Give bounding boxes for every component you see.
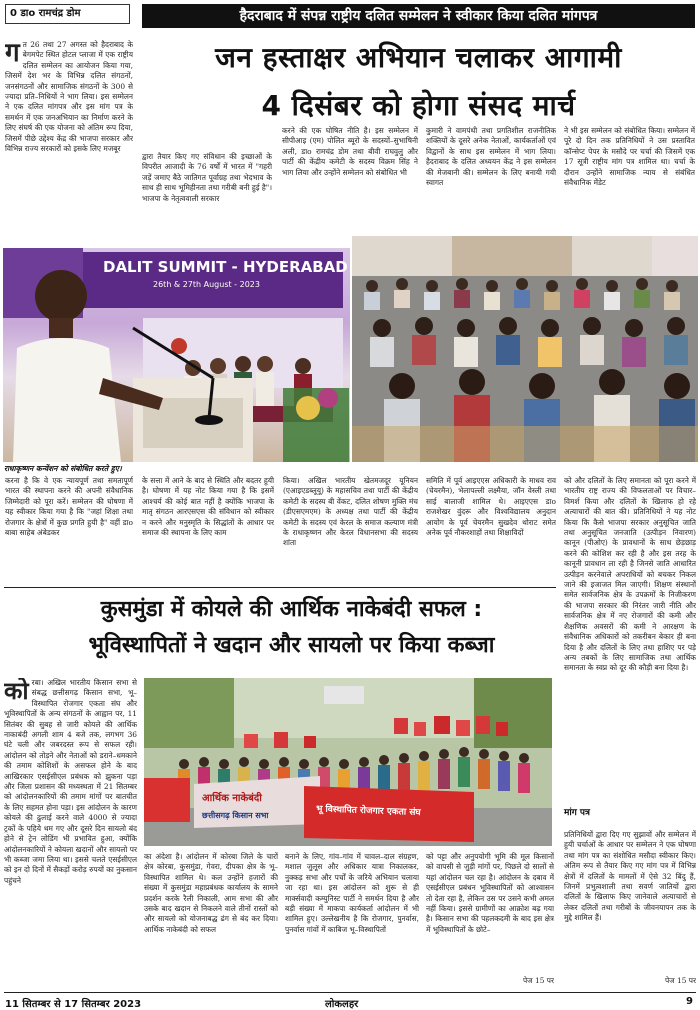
- footer-date: 11 सितम्बर से 17 सितम्बर 2023: [5, 999, 142, 1010]
- story1-column-4-bottom: समिति में पूर्व आइएएस अधिकारी के माधव राव (चेयरमैन), भेलापल्ली लक्ष्मैया, जॉन वेस्ली तथा साई बालाजी शामिल थे। आइएएस डाo राजशेखर वुंदरू और विश्वविद्यालय अनुदान आयोग के पूर्व चेयरमैन सुखदेव थोराट समेत अनेक पूर्व नौकरशाहों तथा शिक्षाविदों: [426, 476, 556, 538]
- photo-caption: राधाकृष्णन कन्वेंशन को संबोधित करते हुए।: [4, 464, 122, 473]
- story2-dropcap: को: [4, 678, 29, 705]
- march-banner-text: आर्थिक नाकेबंदी: [202, 793, 262, 804]
- story1-column-5-top: ने भी इस सम्मेलन को संबोधित किया। सम्मेलन में पूरे दो दिन तक प्रतिनिधियों ने उस प्रस्तावित कॉन्सेप्ट पेपर के मसौदे पर चर्चा की जिसमें एक 17 सूत्री राष्ट्रीय मांग पत्र शामिल था। चर्चा के दौरान उन्होंने सामाजिक न्याय से संबंधित संवैधानिक मेंडेट: [564, 126, 695, 188]
- summit-speaker-photo: [3, 248, 350, 462]
- story1-column-1-top: गत 26 तथा 27 अगस्त को हैदराबाद के बेगमपेट स्थित होटल प्लाजा में एक राष्ट्रीय दलित सम्मेलन का आयोजन किया गया, जिसमें देश भर के विभिन्न दलित संगठनों, जनसंगठनों और सामाजिक संगठनों के 300 से ज्यादा प्रति–निधियों ने भाग लिया। इस सम्मेलन ने एक दलित मांगपत्र और इस मांग पत्र के समर्थन में एक जनअभियान का निर्माण करने के लिए संघर्ष की एक योजना को अंतिम रूप दिया, जिसमें पीछे उद्देश्य केंद्र की भाजपा सरकार और विभिन्न राज्य सरकारों को इसके लिए मजबूर: [5, 40, 133, 154]
- footer-newspaper-name: लोकलहर: [325, 999, 359, 1010]
- main-headline: [140, 34, 697, 130]
- story1-column-5-continued: को और दलितों के लिए समानता को पूरा करने में भारतीय राष्ट्र राज्य की विफलताओं पर विचार–विमर्श किया और दलितों के खिलाफ हो रहे अत्याचारों की बात की। प्रतिनिधियों ने यह नोट किया कि कैसे भाजपा सरकार अनुसूचित जाति तथा अनुसूचित जनजाति (उत्पीड़न निवारण) कानून (पीओए) के प्रावधानों के साथ छेड़छाड़ करने की कोशिश कर रही है और इस तरह के कानूनी प्रावधान ला रही है जिनसे जाति आधारित उत्पीड़न करनेवाले अपराधियों को बचकर निकल जाने की इजाजत मिल जाएगी। शिक्षण संस्थानों समेत सार्वजनिक क्षेत्र के उपक्रमों के निजीकरण की भाजपा सरकार की निरंतर जारी नीति और सार्वजनिक क्षेत्र में नए रोजगारों की कमी और शैक्षणिक अवसरों की कमी ने आरक्षण के संवैधानिक अधिकारों को तकरीबन बेकार ही बना दिया है और दलितों के लिए तथा हाशिए पर पड़े अन्य तबकों के लिए सामाजिक तथा आर्थिक समानता के स्वप्न को दूर की कौड़ी बना दिया है।: [564, 476, 696, 673]
- story2-column-3: बनाने के लिए, गांव–गांव में चावल–दाल संग्रहण, मशाल जुलूस और अधिकार यात्रा निकालकर, नुक्कड़ सभा और पर्चों के जरिये अभियान चलाया जा रहा था। इस आंदोलन को शुरू से ही मार्क्सवादी कम्युनिस्ट पार्टी ने समर्थन दिया है और बड़ी संख्या में माकपा कार्यकर्ता आंदोलन में भी शामिल हुए। उल्लेखनीय है कि रोजगार, पुनर्वास, पुनर्वास गांवों में काबिज भू–विस्थापितों: [285, 852, 419, 934]
- story2-headline-line2: भूविस्थापितों ने खदान और सायलो पर किया कब्जा: [88, 633, 495, 658]
- footer-page-number: 9: [686, 996, 693, 1007]
- main-headline-line2: 4 दिसंबर को होगा संसद मार्च: [261, 89, 576, 122]
- summit-audience-photo: [352, 236, 698, 462]
- protest-march-photo: [144, 678, 552, 846]
- summit-banner-date: 26th & 27th August - 2023: [153, 280, 260, 289]
- footer-rule: [4, 992, 696, 993]
- author-byline: 0 डाo रामचंद्र डोम: [5, 4, 130, 24]
- story-divider: [4, 587, 556, 588]
- story1-column-2-bottom: के सत्ता में आने के बाद से स्थिति और बदतर हुयी है। घोषणा में यह नोट किया गया है कि इसमें आश्चर्य की कोई बात नहीं है क्योंकि भाजपा के मातृ संगठन आरएसएस की संविधान को स्वीकार न करने और मनुस्मृति के सिद्धांतों के आधार पर समाज की स्थापना के लिए काम: [142, 476, 274, 538]
- demand-charter-subhead: मांग पत्र: [564, 808, 590, 818]
- story1-continued-note: पेज 15 पर: [664, 976, 696, 985]
- story2-headline-line1: कुसमुंडा में कोयले की आर्थिक नाकेबंदी सफल :: [100, 597, 483, 622]
- kicker-headline: हैदराबाद में संपन्न राष्ट्रीय दलित सम्मेलन ने स्वीकार किया दलित मांगपत्र: [142, 4, 695, 28]
- story1-column-3-top: करने की एक घोषित नीति है। इस सम्मेलन में सीपीआइ (एम) पोलित ब्यूरो के सदस्यों–सुभाषिनी अली, डाo रामचंद्र डोम तथा बीवी राघवुलु और पार्टी की केंद्रीय कमेटी के सदस्य विक्रम सिंह ने भाग लिया और उन्होंने सम्मेलन को संबोधित भी: [282, 126, 418, 177]
- main-headline-line1: जन हस्ताक्षर अभियान चलाकर आगामी: [215, 41, 622, 74]
- march-banner-party: छत्तीसगढ़ किसान सभा: [202, 811, 269, 820]
- story1-column-2-top: द्वारा तैयार किए गए संविधान की इच्छाओं के विपरीत आजादी के 76 वर्षों में भारत में "गहरी जड़ें जमाए बैठे जातिगत पूर्वाग्रह तथा भेदभाव के साथ ही साथ भूमिहीनता तथा गरीबी बनी हुई है"। भाजपा के नेतृत्ववाली सरकार: [142, 152, 272, 203]
- story2-column-4: को पट्टा और अनुपयोगी भूमि की मूल किसानों को वापसी से जुड़ी मांगों पर, पिछले दो सालों से यहां आंदोलन चल रहा है। आंदोलन के दबाव में एसईसीएल प्रबंधन भूविस्थापितों को आश्वासन तो देता रहा है, लेकिन उस पर उसने कभी अमल नहीं किया। इससे ग्रामीणों का आक्रोश बढ़ गया है। किसान सभा की पहलकदमी के बाद इस क्षेत्र में भूविस्थापितों के छोटे–: [426, 852, 554, 934]
- summit-banner-title: DALIT SUMMIT - HYDERABAD: [103, 258, 348, 276]
- story2-column-2: का अंदेशा है। आंदोलन में कोरबा जिले के चारों क्षेत्र कोरबा, कुसमुंडा, गेवरा, दीपका क्षेत्र के भू–विस्थापित शामिल थे। कल उन्होंने हजारों की संख्या में कुसमुंडा महाप्रबंधक कार्यालय के सामने प्रदर्शन करके रैली निकाली, आम सभा की और उसके बाद खदान से निकलने वाले तीनों रास्तों को और सायलो को योजनाबद्ध ढंग से बंद कर दिया। आर्थिक नाकेबंदी को सफल: [144, 852, 278, 934]
- story1-column-1-bottom: करना है कि वे एक न्यायपूर्ण तथा समतापूर्ण भारत की स्थापना करने की अपनी संवैधानिक जिम्मेदारी को पूरा करें। सम्मेलन की घोषणा में यह स्वीकार किया गया है कि "जहां शिक्षा तथा रोजगार के क्षेत्रों में कुछ प्रगति हुयी है" वहीं डाo बाबा साहेब अंबेडकर: [5, 476, 133, 538]
- story1-dropcap: ग: [5, 40, 20, 68]
- left-banner-shape: [144, 778, 190, 822]
- story2-column-1: कोरबा। अखिल भारतीय किसान सभा से संबद्ध छत्तीसगढ़ किसान सभा, भू–विस्थापित रोजगार एकता संघ और भूविस्थापितों के अन्य संगठनों के आह्वान पर, 11 सितंबर की सुबह से जारी कोयले की आर्थिक नाकाबंदी अगली शाम 4 बजे तक, लगभग 36 घंटे चली और जबरदस्त रूप से सफल रही। आंदोलन को तोड़ने और नेताओं को डराने–धमकाने की तमाम कोशिशों के असफल होने के बाद आखिरकार एसईसीएल प्रबंधक को झुकना पड़ा और जिला प्रशासन की मध्यस्थता में 21 सितम्बर को आंदोलनकारियों की तमाम मांगों पर बातचीत के लिए सहमत होना पड़ा। इस आंदोलन के कारण कोयले की ढुलाई करने वाले 4000 से ज्यादा ट्रकों के पहिये थम गए और दूसरे दिन सायलो बंद होने से ट्रेन लोडिंग भी प्रभावित हुआ, क्योंकि आंदोलनकारियों ने कोयला खदानों और सायलो पर भी कब्जा जमा लिया था। इससे चलते एसईसीएल को इन दो दिनों में सैकड़ों करोड़ रुपयों का नुकसान पहुंचने: [4, 678, 137, 885]
- story1-column-5-end: प्रतिनिधियों द्वारा दिए गए सुझावों और सम्मेलन में हुयी चर्चाओं के आधार पर सम्मेलन ने एक घोषणा तथा मांग पत्र का संशोधित मसौदा स्वीकार किए। अंतिम रूप से तैयार किए गए मांग पत्र में विभिन्न क्षेत्रों में दलितों के मामलों में ऐसे 32 बिंदु हैं, जिनमें प्रभुत्वशाली तथा सवर्ण जातियों द्वारा दलितों के खिलाफ किए जानेवाले अत्याचारों से लेकर दलितों तथा गरीबों के जीवनयापन तक के मुद्दे शामिल हैं।: [564, 830, 696, 923]
- story1-column-3-bottom: किया। अखिल भारतीय खेतमजदूर यूनियन (एआइएडब्लूयू) के महासचिव तथा पार्टी की केंद्रीय कमेटी के सदस्य बी वेंकट, दलित शोषण मुक्ति मंच (डीएसएमएम) के अध्यक्ष तथा पार्टी की केंद्रीय कमेटी के सदस्य एवं केरल के समाज कल्याण मंत्री के राधाकृष्णन और केरल विधानसभा की सदस्य शांता: [283, 476, 418, 548]
- story1-column-4-top: कुमारी ने वामपंथी तथा प्रगतिशील राजनीतिक शक्तियों के दूसरे अनेक नेताओं, कार्यकर्ताओं एवं विद्वानों के साथ इस सम्मेलन में भाग लिया। हैदराबाद के दलित अध्ययन केंद्र ने इस सम्मेलन की मेजबानी की। सम्मेलन के लिए बनायी गयी स्वागत: [426, 126, 556, 188]
- story2-continued-note: पेज 15 पर: [522, 976, 554, 985]
- march-banner-right: भू विस्थापित रोजगार एकता संघ: [315, 804, 421, 819]
- signboard-shape: [324, 686, 364, 704]
- audience-scene-illustration: [352, 236, 698, 462]
